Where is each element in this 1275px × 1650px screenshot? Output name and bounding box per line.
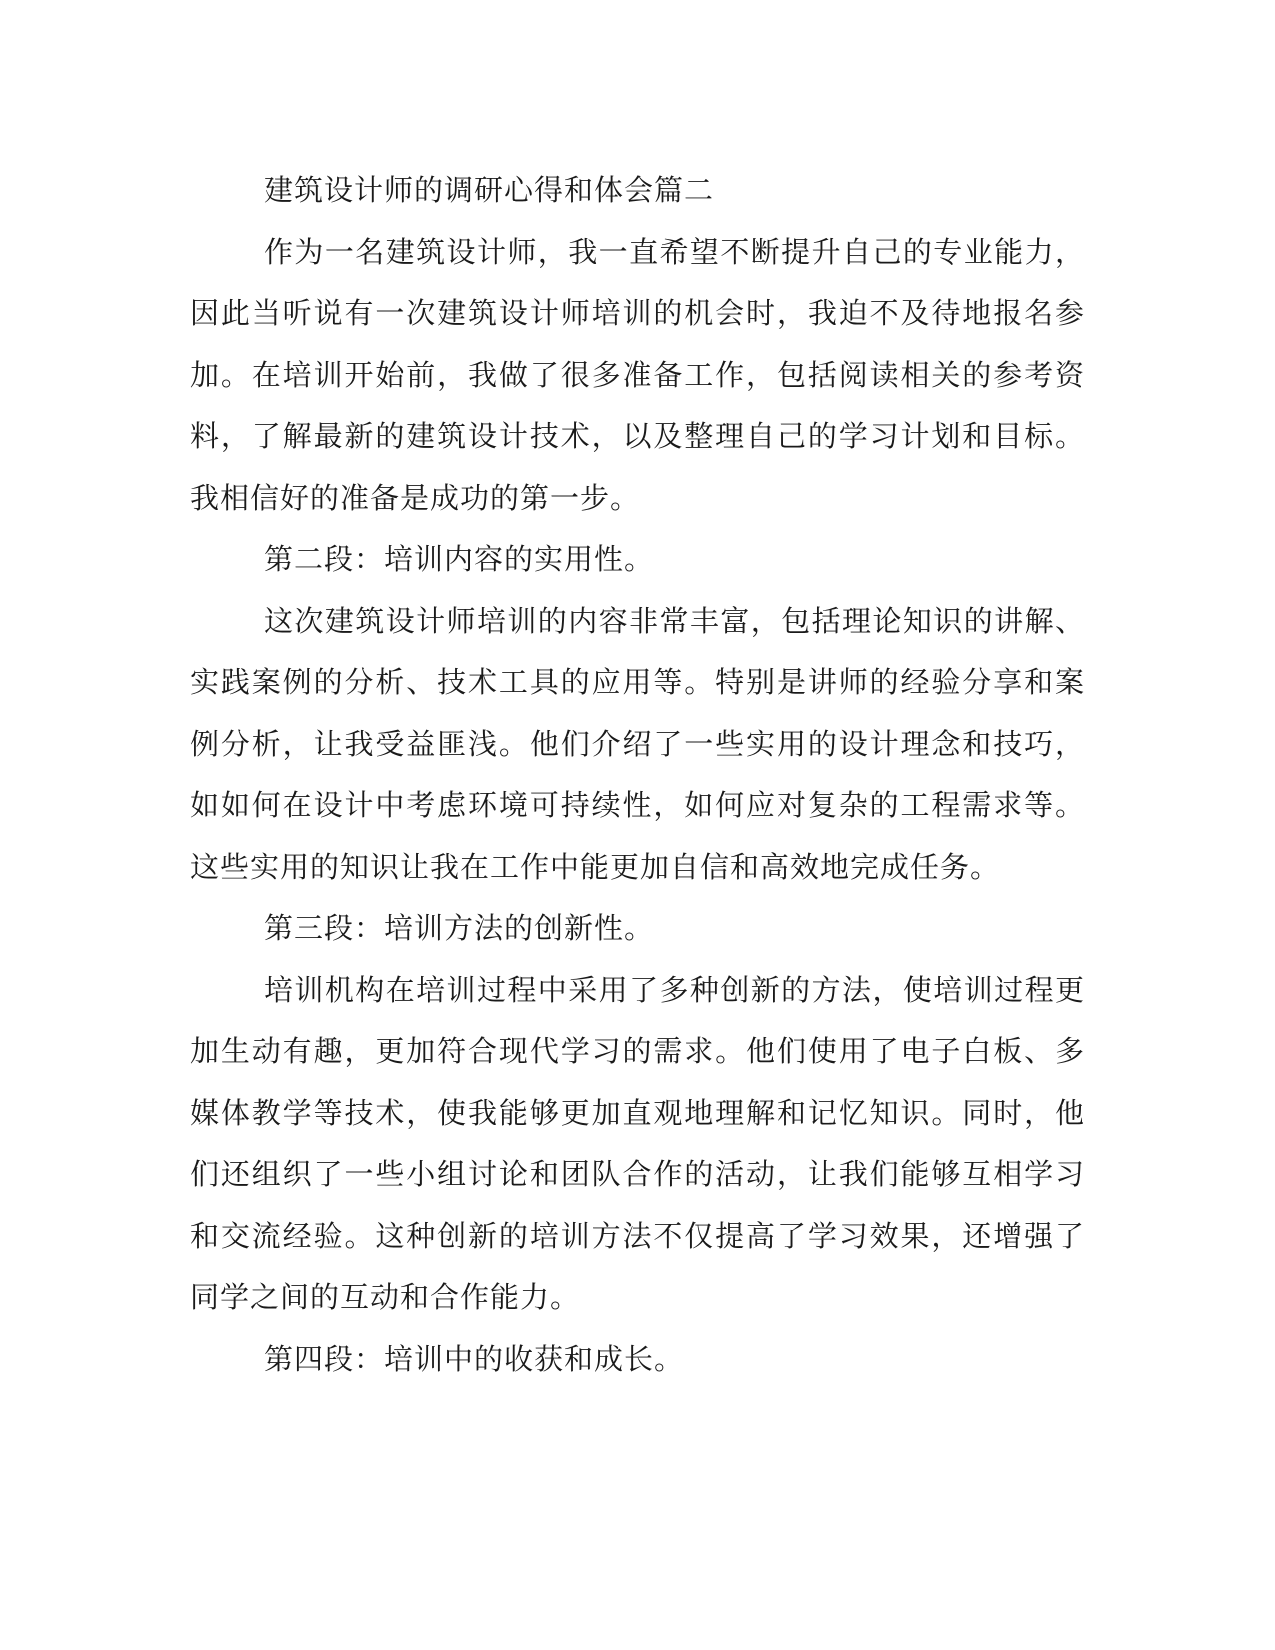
section-heading-3: 第三段：培训方法的创新性。 <box>264 911 655 945</box>
paragraph-intro: 作为一名建筑设计师，我一直希望不断提升自己的专业能力，因此当听说有一次建筑设计师培训的机会时，我迫不及待地报名参加。在培训开始前，我做了很多准备工作，包括阅读相关的参考资料，了解最新的建筑设计技术，以及整理自己的学习计划和目标。我相信好的准备是成功的第一步。 <box>190 234 1085 515</box>
section-heading-4: 第四段：培训中的收获和成长。 <box>264 1341 685 1376</box>
document-body <box>190 160 1085 1390</box>
document-title: 建筑设计师的调研心得和体会篇二 <box>264 173 715 207</box>
section-heading-2: 第二段：培训内容的实用性。 <box>264 542 655 576</box>
paragraph-training-methods: 培训机构在培训过程中采用了多种创新的方法，使培训过程更加生动有趣，更加符合现代学习的需求。他们使用了电子白板、多媒体教学等技术，使我能够更加直观地理解和记忆知识。同时，他们还组织了一些小组讨论和团队合作的活动，让我们能够互相学习和交流经验。这种创新的培训方法不仅提高了学习效果，还增强了同学之间的互动和合作能力。 <box>190 972 1085 1314</box>
paragraph-training-content: 这次建筑设计师培训的内容非常丰富，包括理论知识的讲解、实践案例的分析、技术工具的应用等。特别是讲师的经验分享和案例分析，让我受益匪浅。他们介绍了一些实用的设计理念和技巧，如如何在设计中考虑环境可持续性，如何应对复杂的工程需求等。这些实用的知识让我在工作中能更加自信和高效地完成任务。 <box>190 603 1085 884</box>
